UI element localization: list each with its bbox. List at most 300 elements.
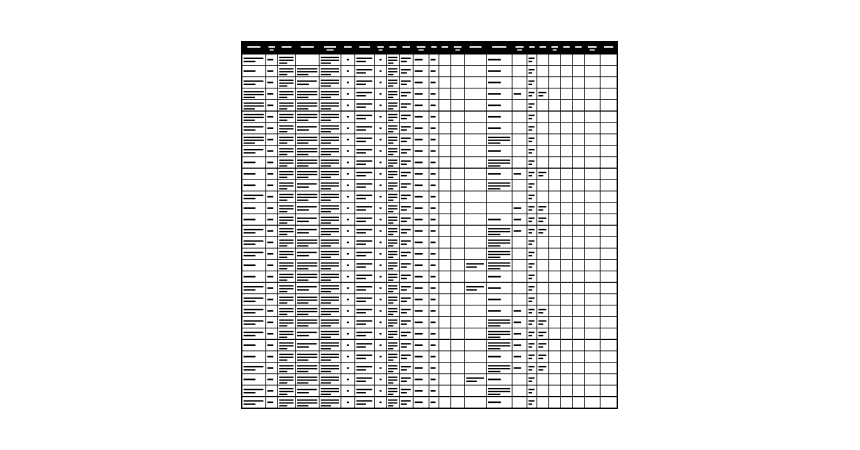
cell-mark	[267, 139, 273, 141]
cell-mark	[321, 342, 339, 343]
cell-mark	[297, 186, 309, 187]
cell-mark	[244, 195, 264, 196]
cell-mark	[488, 142, 500, 143]
cell-mark	[529, 69, 535, 70]
cell-mark	[321, 322, 339, 323]
cell-mark	[244, 117, 264, 118]
cell-mark	[380, 70, 382, 72]
cell-mark	[297, 399, 317, 400]
cell-mark	[279, 171, 293, 172]
header-cell-text	[588, 46, 597, 48]
cell-mark	[388, 337, 393, 338]
cell-mark	[356, 263, 372, 264]
cell-mark	[321, 399, 339, 400]
header-cell-text	[324, 46, 336, 48]
cell-mark	[380, 184, 382, 186]
cell-mark	[321, 394, 331, 395]
cell-mark	[415, 401, 423, 403]
cell-mark	[401, 389, 411, 390]
cell-mark	[356, 103, 372, 104]
cell-mark	[488, 140, 510, 141]
cell-mark	[380, 93, 382, 95]
cell-mark	[401, 164, 407, 165]
cell-mark	[388, 91, 397, 92]
table-row	[244, 148, 535, 155]
cell-mark	[267, 253, 273, 255]
cell-mark	[356, 80, 372, 81]
cell-mark	[321, 162, 339, 163]
cell-mark	[279, 197, 293, 198]
cell-mark	[279, 71, 293, 72]
cell-mark	[380, 379, 382, 381]
cell-mark	[415, 356, 423, 358]
cell-mark	[356, 297, 372, 298]
cell-mark	[514, 207, 521, 209]
cell-mark	[321, 205, 339, 206]
cell-mark	[244, 320, 264, 321]
cell-mark	[514, 322, 521, 324]
cell-mark	[347, 105, 349, 107]
header-cell-text	[247, 46, 260, 48]
cell-mark	[279, 205, 293, 206]
cell-mark	[297, 286, 317, 287]
cell-mark	[431, 93, 436, 95]
cell-mark	[488, 242, 510, 243]
cell-mark	[401, 400, 411, 401]
cell-mark	[431, 379, 436, 381]
cell-mark	[297, 297, 317, 298]
cell-mark	[415, 116, 423, 118]
cell-mark	[267, 379, 273, 381]
cell-mark	[321, 114, 339, 115]
cell-mark	[388, 108, 393, 109]
cell-mark	[279, 148, 293, 149]
cell-mark	[321, 197, 339, 198]
cell-mark	[388, 208, 397, 209]
cell-mark	[347, 242, 349, 244]
cell-mark	[415, 344, 423, 346]
cell-mark	[244, 173, 256, 175]
cell-mark	[415, 139, 423, 141]
cell-mark	[347, 379, 349, 381]
cell-mark	[279, 114, 293, 115]
cell-mark	[529, 221, 533, 222]
cell-mark	[538, 332, 546, 333]
table-grid	[242, 42, 617, 408]
cell-mark	[297, 359, 308, 360]
cell-mark	[244, 140, 264, 141]
cell-mark	[529, 232, 533, 233]
cell-mark	[356, 346, 365, 347]
cell-mark	[347, 253, 349, 255]
cell-mark	[297, 120, 308, 121]
cell-mark	[388, 162, 397, 163]
cell-mark	[356, 301, 365, 302]
cell-mark	[488, 287, 501, 289]
cell-mark	[321, 354, 339, 355]
cell-mark	[267, 173, 273, 175]
cell-mark	[380, 230, 382, 232]
cell-mark	[267, 333, 273, 335]
cell-mark	[279, 268, 287, 269]
cell-mark	[267, 162, 273, 164]
cell-mark	[388, 308, 397, 309]
cell-mark	[380, 162, 382, 164]
cell-mark	[380, 207, 382, 209]
cell-mark	[279, 231, 293, 232]
cell-mark	[401, 301, 407, 302]
cell-mark	[279, 63, 287, 64]
cell-mark	[488, 182, 510, 183]
cell-mark	[529, 323, 533, 324]
cell-mark	[488, 82, 501, 84]
cell-mark	[529, 217, 535, 218]
cell-mark	[356, 381, 365, 382]
cell-mark	[267, 150, 273, 152]
cell-mark	[431, 139, 436, 141]
cell-mark	[347, 322, 349, 324]
cell-mark	[388, 177, 393, 178]
cell-mark	[538, 217, 546, 218]
cell-mark	[321, 94, 339, 95]
cell-mark	[297, 255, 309, 256]
cell-mark	[356, 389, 372, 390]
cell-mark	[347, 344, 349, 346]
cell-mark	[279, 354, 293, 355]
cell-mark	[321, 174, 339, 175]
cell-mark	[529, 95, 533, 96]
cell-mark	[380, 276, 382, 278]
cell-mark	[388, 197, 397, 198]
cell-mark	[244, 356, 256, 358]
cell-mark	[388, 228, 397, 229]
cell-mark	[279, 402, 293, 403]
cell-mark	[244, 142, 255, 143]
cell-mark	[431, 219, 436, 221]
cell-mark	[321, 257, 331, 258]
cell-mark	[401, 335, 407, 336]
cell-mark	[380, 150, 382, 152]
cell-mark	[321, 188, 331, 189]
cell-mark	[356, 255, 365, 256]
cell-mark	[279, 208, 293, 209]
cell-mark	[388, 274, 397, 275]
cell-mark	[321, 71, 339, 72]
cell-mark	[488, 245, 500, 246]
cell-mark	[244, 58, 264, 59]
cell-mark	[279, 394, 287, 395]
cell-mark	[279, 177, 287, 178]
cell-mark	[529, 92, 535, 93]
cell-mark	[388, 188, 393, 189]
cell-mark	[529, 106, 533, 107]
cell-mark	[244, 137, 264, 138]
cell-mark	[267, 344, 273, 346]
cell-mark	[488, 127, 501, 129]
cell-mark	[267, 230, 273, 232]
cell-mark	[297, 302, 308, 303]
cell-mark	[347, 70, 349, 72]
cell-mark	[488, 70, 501, 72]
cell-mark	[388, 371, 393, 372]
cell-mark	[244, 61, 256, 62]
cell-mark	[380, 356, 382, 358]
cell-mark	[388, 63, 393, 64]
cell-mark	[466, 263, 484, 264]
cell-mark	[388, 297, 397, 298]
cell-mark	[279, 348, 287, 349]
cell-mark	[347, 219, 349, 221]
cell-mark	[321, 308, 339, 309]
table-row	[244, 160, 535, 167]
cell-mark	[401, 152, 407, 153]
cell-mark	[431, 333, 436, 335]
cell-mark	[279, 285, 293, 286]
cell-mark	[267, 93, 273, 95]
cell-mark	[321, 345, 339, 346]
cell-mark	[388, 254, 397, 255]
cell-mark	[388, 165, 393, 166]
cell-mark	[388, 148, 397, 149]
cell-mark	[279, 117, 293, 118]
header-cell-text	[540, 46, 547, 48]
cell-mark	[488, 165, 500, 166]
cell-mark	[529, 244, 533, 245]
cell-mark	[279, 60, 293, 61]
cell-mark	[279, 359, 287, 360]
cell-mark	[529, 358, 533, 359]
cell-mark	[321, 80, 339, 81]
cell-mark	[321, 388, 339, 389]
cell-mark	[297, 319, 317, 320]
cell-mark	[279, 82, 293, 83]
header-cell-text	[379, 49, 383, 50]
cell-mark	[297, 325, 308, 326]
cell-mark	[267, 356, 273, 358]
cell-mark	[297, 242, 317, 243]
cell-mark	[356, 400, 372, 401]
table-row	[244, 251, 535, 258]
cell-mark	[431, 264, 436, 266]
cell-mark	[244, 114, 264, 115]
cell-mark	[297, 174, 317, 175]
table-row	[244, 137, 535, 144]
cell-mark	[401, 381, 407, 382]
cell-mark	[415, 162, 423, 164]
cell-mark	[279, 331, 293, 332]
cell-mark	[488, 368, 510, 369]
cell-mark	[244, 152, 256, 153]
cell-mark	[321, 208, 339, 209]
cell-mark	[488, 105, 501, 107]
cell-mark	[321, 231, 339, 232]
cell-mark	[388, 302, 393, 303]
cell-mark	[321, 277, 339, 278]
cell-mark	[380, 299, 382, 301]
cell-mark	[388, 217, 397, 218]
cell-mark	[321, 68, 339, 69]
cell-mark	[279, 80, 293, 81]
table-row	[244, 388, 535, 395]
cell-mark	[347, 367, 349, 369]
cell-mark	[538, 346, 543, 347]
cell-mark	[538, 320, 546, 321]
cell-mark	[356, 183, 372, 184]
cell-mark	[244, 126, 264, 127]
cell-mark	[529, 206, 535, 207]
cell-mark	[279, 277, 293, 278]
cell-mark	[529, 381, 533, 382]
cell-mark	[380, 401, 382, 403]
cell-mark	[279, 368, 293, 369]
cell-mark	[356, 312, 365, 313]
cell-mark	[321, 280, 331, 281]
header-cell-text	[553, 49, 557, 50]
cell-mark	[401, 275, 411, 276]
cell-mark	[488, 356, 501, 358]
cell-mark	[244, 105, 264, 106]
cell-mark	[431, 253, 436, 255]
cell-mark	[415, 242, 423, 244]
cell-mark	[356, 141, 365, 142]
cell-mark	[244, 120, 255, 121]
cell-mark	[321, 160, 339, 161]
cell-mark	[244, 379, 256, 381]
cell-mark	[267, 116, 273, 118]
cell-mark	[244, 91, 264, 92]
cell-mark	[244, 332, 264, 333]
header-cell-text	[344, 46, 352, 48]
cell-mark	[388, 245, 393, 246]
cell-mark	[297, 162, 317, 163]
cell-mark	[529, 346, 533, 347]
cell-mark	[347, 401, 349, 403]
cell-mark	[279, 234, 287, 235]
cell-mark	[279, 240, 293, 241]
cell-mark	[279, 220, 293, 221]
table-row	[244, 319, 547, 326]
cell-mark	[321, 97, 331, 98]
cell-mark	[297, 240, 317, 241]
cell-mark	[297, 94, 317, 95]
cell-mark	[529, 172, 535, 173]
cell-mark	[401, 309, 411, 310]
cell-mark	[401, 320, 411, 321]
cell-mark	[388, 379, 397, 380]
cell-mark	[279, 174, 293, 175]
cell-mark	[388, 319, 397, 320]
cell-mark	[488, 150, 501, 152]
cell-mark	[488, 342, 510, 343]
cell-mark	[347, 173, 349, 175]
cell-mark	[388, 160, 397, 161]
header-cell-text	[529, 46, 534, 48]
cell-mark	[401, 206, 411, 207]
cell-mark	[244, 162, 256, 164]
cell-mark	[388, 382, 393, 383]
cell-mark	[279, 102, 293, 103]
cell-mark	[279, 165, 287, 166]
header-cell-text	[417, 46, 426, 48]
cell-mark	[267, 242, 273, 244]
cell-mark	[321, 165, 331, 166]
cell-mark	[388, 131, 393, 132]
cell-mark	[347, 127, 349, 129]
cell-mark	[388, 322, 397, 323]
cell-mark	[267, 287, 273, 289]
cell-mark	[321, 365, 339, 366]
cell-mark	[401, 84, 407, 85]
cell-mark	[401, 232, 407, 233]
cell-mark	[279, 365, 293, 366]
cell-mark	[321, 268, 331, 269]
cell-mark	[279, 265, 293, 266]
cell-mark	[488, 322, 510, 323]
cell-mark	[244, 286, 264, 287]
cell-mark	[356, 323, 365, 324]
cell-mark	[401, 377, 411, 378]
cell-mark	[279, 160, 293, 161]
cell-mark	[529, 84, 533, 85]
cell-mark	[380, 310, 382, 312]
cell-mark	[401, 366, 411, 367]
cell-mark	[431, 322, 436, 324]
cell-mark	[401, 221, 407, 222]
cell-mark	[388, 314, 393, 315]
cell-mark	[321, 391, 339, 392]
cell-mark	[297, 97, 308, 98]
cell-mark	[356, 403, 365, 404]
cell-mark	[431, 127, 436, 129]
cell-mark	[431, 116, 436, 118]
cell-mark	[388, 359, 393, 360]
cell-mark	[529, 400, 535, 401]
cell-mark	[321, 131, 331, 132]
cell-mark	[380, 139, 382, 141]
cell-mark	[388, 291, 393, 292]
header-cell-text	[270, 49, 274, 50]
cell-mark	[244, 149, 264, 150]
cell-mark	[538, 232, 543, 233]
cell-mark	[279, 222, 287, 223]
header-cell-text	[301, 46, 314, 48]
cell-mark	[356, 286, 372, 287]
cell-mark	[279, 217, 293, 218]
cell-mark	[267, 390, 273, 392]
cell-mark	[356, 366, 372, 367]
cell-mark	[356, 129, 365, 130]
cell-mark	[401, 244, 407, 245]
cell-mark	[279, 140, 293, 141]
cell-mark	[388, 388, 397, 389]
cell-mark	[401, 278, 407, 279]
cell-mark	[297, 299, 317, 300]
cell-mark	[297, 232, 309, 233]
cell-mark	[321, 379, 339, 380]
cell-mark	[529, 186, 533, 187]
cell-mark	[529, 389, 535, 390]
cell-mark	[297, 280, 308, 281]
table-row	[244, 365, 547, 372]
cell-mark	[388, 257, 393, 258]
cell-mark	[538, 95, 543, 96]
cell-mark	[321, 60, 339, 61]
cell-mark	[297, 346, 309, 347]
cell-mark	[529, 309, 535, 310]
cell-mark	[388, 220, 397, 221]
cell-mark	[267, 207, 273, 209]
cell-mark	[279, 311, 293, 312]
